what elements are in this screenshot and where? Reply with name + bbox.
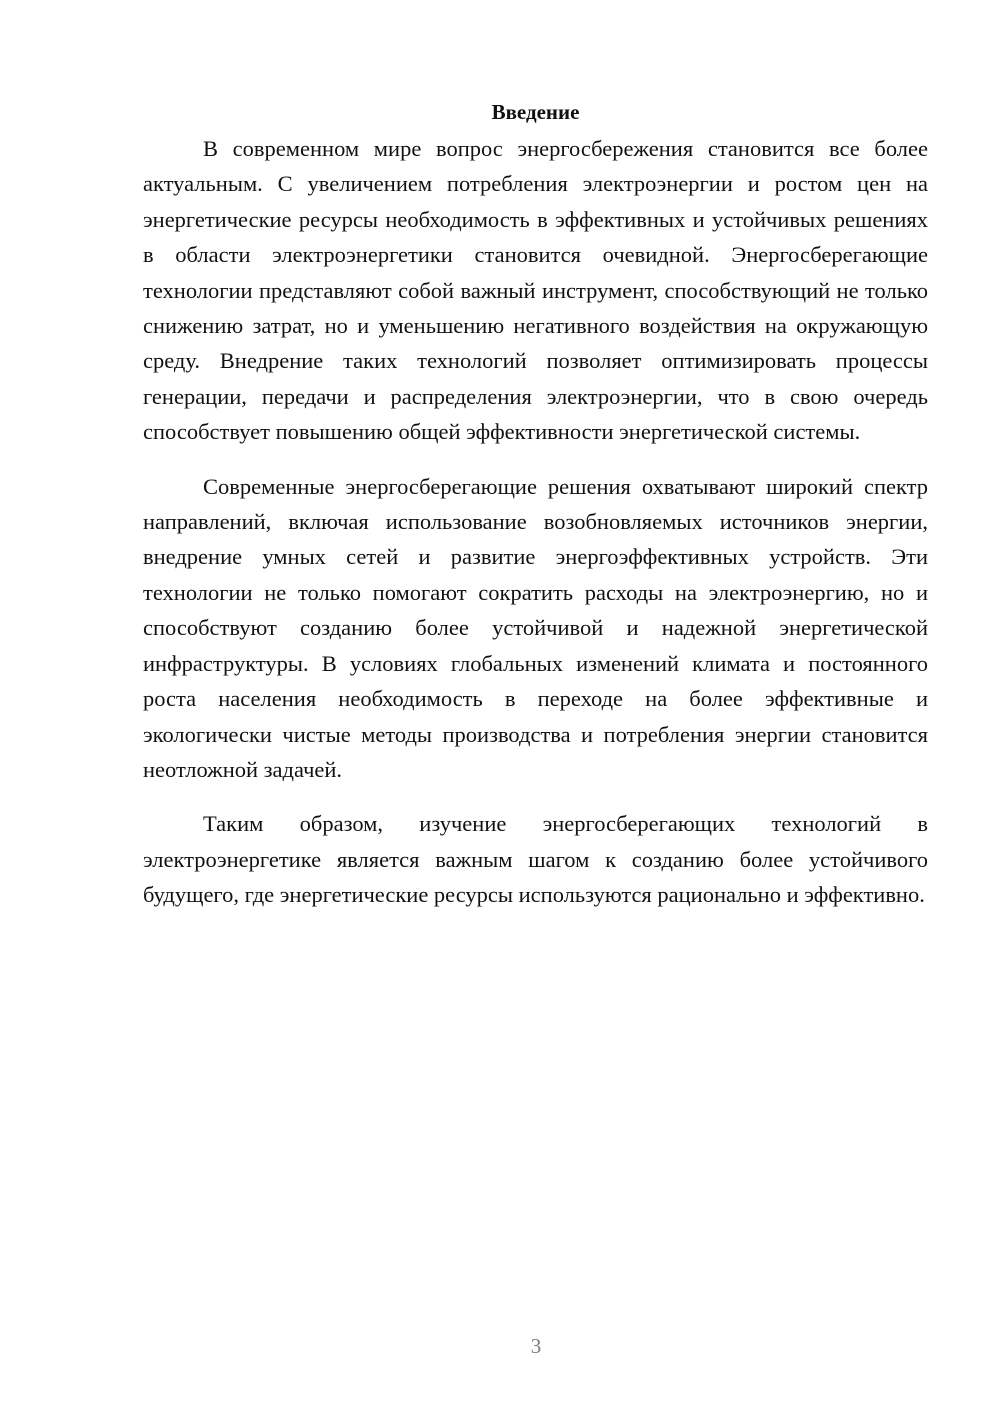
paragraph-2: Современные энергосберегающие решения охватывают широкий спектр направлений, включая использование возобновляемых источников энергии, внедрение умных сетей и развитие энергоэффективных устройств. Эти технологии не только помогают сократить расходы на электроэнергию, но и способствуют созданию более устойчивой и надежной энергетической инфраструктуры. В условиях глобальных изменений климата и постоянного роста населения необходимость в переходе на более эффективные и экологически чистые методы производства и потребления энергии становится неотложной задачей. [143, 473, 928, 782]
paragraph-1: В современном мире вопрос энергосбережения становится все более актуальным. С увеличением потребления электроэнергии и ростом цен на энергетические ресурсы необходимость в эффективных и устойчивых решениях в области электроэнергетики становится очевидной. Энергосберегающие технологии представляют собой важный инструмент, способствующий не только снижению затрат, но и уменьшению негативного воздействия на окружающую среду. Внедрение таких технологий позволяет оптимизировать процессы генерации, передачи и распределения электроэнергии, что в свою очередь способствует повышению общей эффективности энергетической системы. [143, 136, 928, 445]
paragraph-3: Таким образом, изучение энергосберегающих технологий в электроэнергетике является важным шагом к созданию более устойчивого будущего, где энергетические ресурсы используются рационально и эффективно. [143, 811, 928, 908]
page-number: 3 [530, 1334, 542, 1358]
page-content [143, 97, 928, 913]
section-title: Введение [491, 100, 580, 124]
